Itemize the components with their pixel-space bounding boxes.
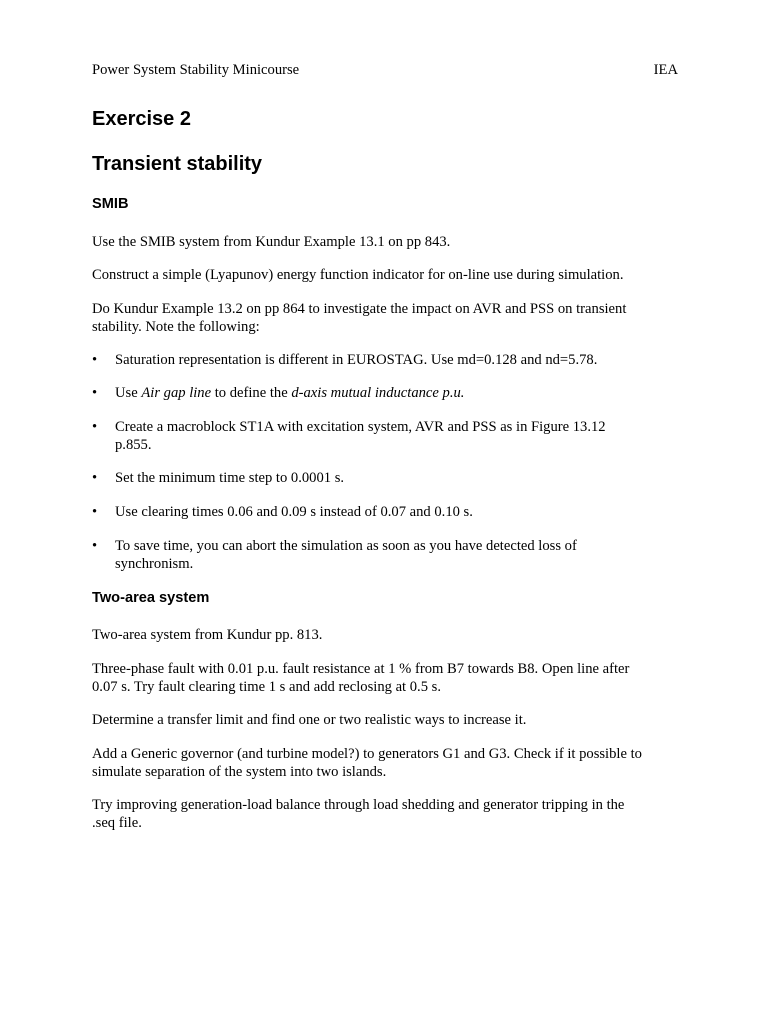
section-heading-two-area: Two-area system (92, 590, 210, 606)
smib-paragraph-1: Use the SMIB system from Kundur Example 13.1 on pp 843. (92, 234, 451, 250)
paragraph-line: Three-phase fault with 0.01 p.u. fault resistance at 1 % from B7 towards B8. Open line after (92, 661, 630, 677)
bullet-marker: • (92, 385, 98, 401)
bullet-text-emphasis: Air gap line (141, 385, 212, 401)
bullet-text: Use clearing times 0.06 and 0.09 s instead of 0.07 and 0.10 s. (115, 504, 473, 520)
bullet-text: Set the minimum time step to 0.0001 s. (115, 470, 345, 486)
paragraph-line: Add a Generic governor (and turbine model?) to generators G1 and G3. Check if it possible to (92, 746, 642, 762)
bullet-text-line: To save time, you can abort the simulation as soon as you have detected loss of (115, 538, 577, 554)
bullet-text-part: Use (115, 385, 142, 401)
exercise-title: Exercise 2 (92, 108, 191, 130)
smib-paragraph-2: Construct a simple (Lyapunov) energy function indicator for on-line use during simulation. (92, 267, 624, 283)
two-area-paragraph-4 (92, 746, 678, 781)
paragraph-line: simulate separation of the system into two islands. (92, 763, 387, 780)
bullet-marker: • (92, 538, 98, 554)
bullet-marker: • (92, 504, 98, 520)
bullet-text-part: to define the (211, 385, 292, 401)
header-org: IEA (653, 62, 678, 78)
bullet-marker: • (92, 419, 98, 435)
two-area-paragraph-5 (92, 797, 678, 832)
paragraph-line: .seq file. (92, 814, 142, 831)
bullet-text (115, 538, 678, 573)
bullet-text-line: Create a macroblock ST1A with excitation system, AVR and PSS as in Figure 13.12 (115, 419, 606, 435)
exercise-subtitle: Transient stability (92, 153, 263, 175)
two-area-paragraph-3: Determine a transfer limit and find one or two realistic ways to increase it. (92, 712, 527, 728)
two-area-paragraph-1: Two-area system from Kundur pp. 813. (92, 627, 323, 643)
two-area-paragraph-2 (92, 661, 678, 696)
bullet-text-line: p.855. (115, 436, 152, 453)
bullet-text-emphasis: d-axis mutual inductance p.u. (291, 385, 465, 401)
bullet-text (115, 385, 678, 403)
bullet-text: Saturation representation is different in EUROSTAG. Use md=0.128 and nd=5.78. (115, 352, 598, 368)
header-course-title: Power System Stability Minicourse (92, 62, 300, 78)
paragraph-line: Try improving generation-load balance through load shedding and generator tripping in the (92, 797, 625, 813)
smib-paragraph-3: Do Kundur Example 13.2 on pp 864 to investigate the impact on AVR and PSS on transient stability. Note the following: (92, 301, 627, 335)
paragraph-line: 0.07 s. Try fault clearing time 1 s and add reclosing at 0.5 s. (92, 678, 441, 695)
bullet-marker: • (92, 352, 98, 368)
bullet-marker: • (92, 470, 98, 486)
bullet-text-line: synchronism. (115, 555, 194, 572)
page-header (92, 61, 678, 79)
bullet-text (115, 419, 678, 454)
section-heading-smib: SMIB (92, 196, 129, 212)
